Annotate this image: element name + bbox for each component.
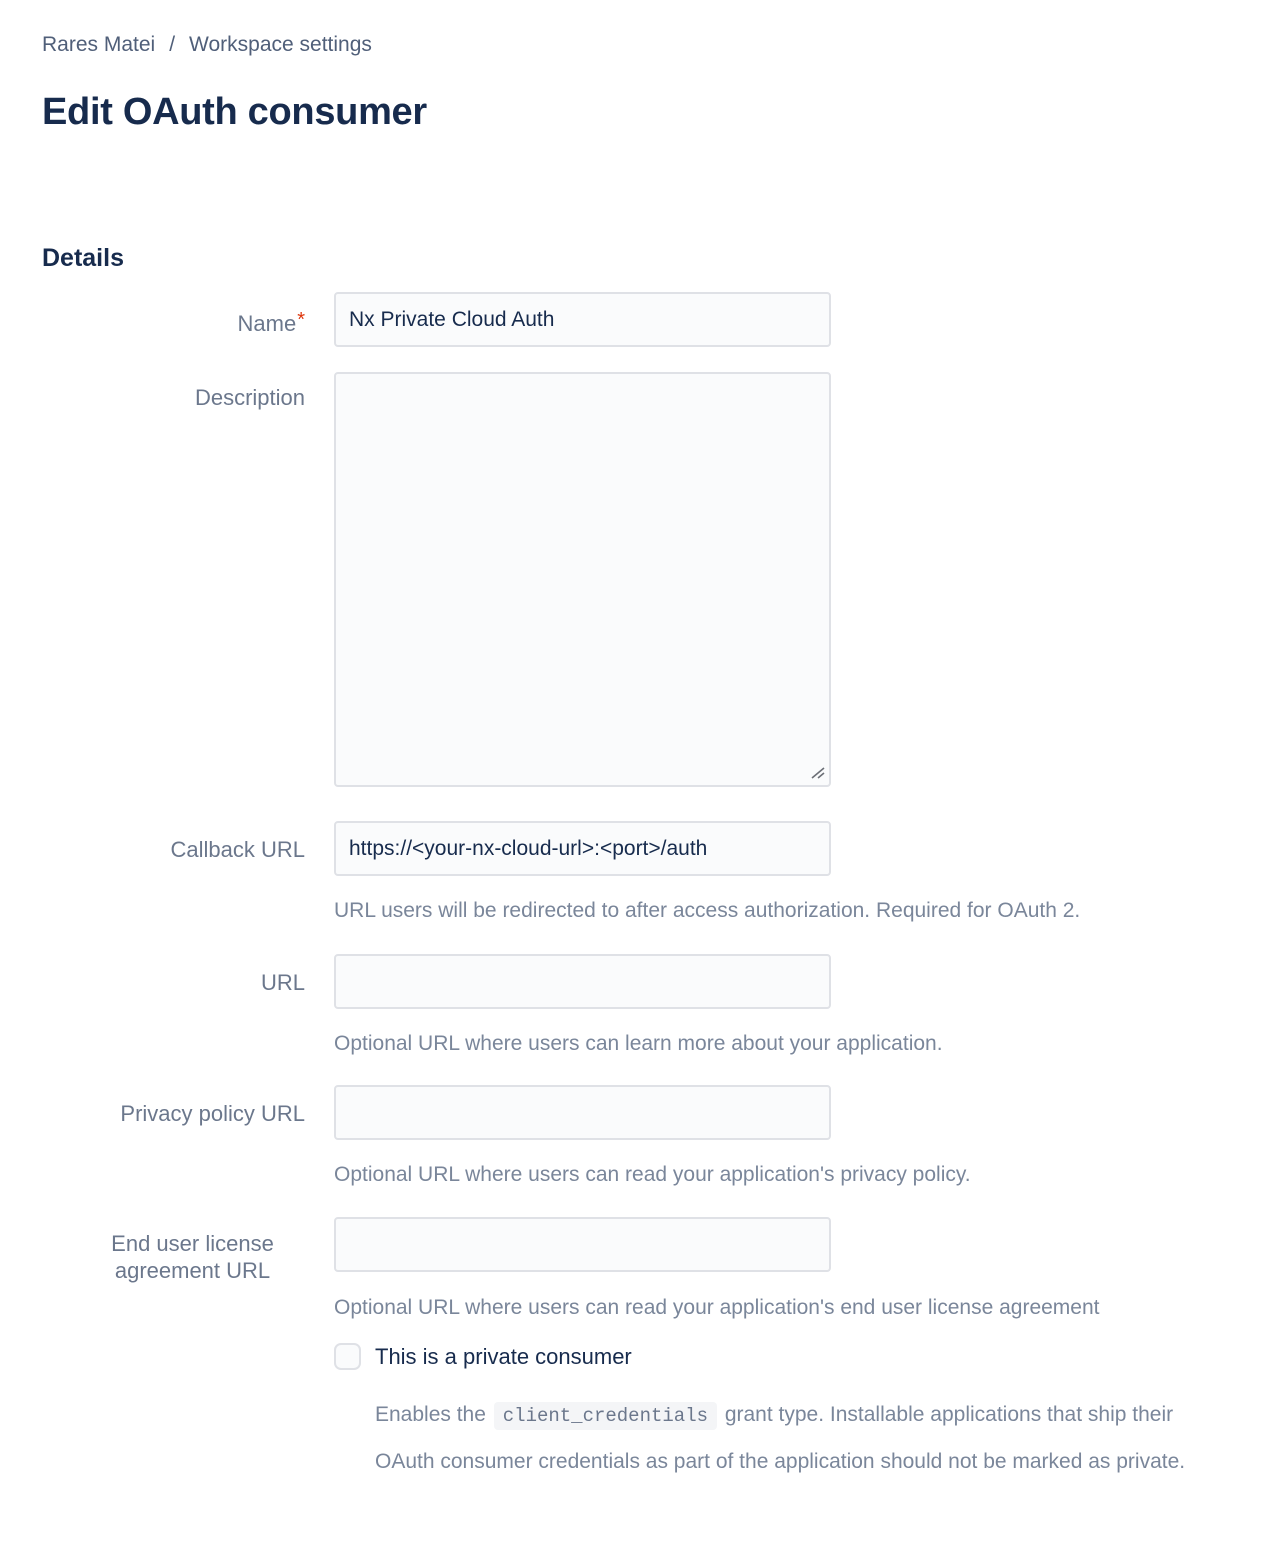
textarea-resize-grip-icon[interactable] <box>809 765 826 780</box>
description-field-row <box>42 372 1236 787</box>
url-help-text: Optional URL where users can learn more about your application. <box>334 1032 943 1055</box>
url-input[interactable] <box>334 954 831 1009</box>
eula-url-input[interactable] <box>334 1217 831 1272</box>
description-textarea[interactable] <box>334 372 831 787</box>
breadcrumb-workspace-settings-link[interactable]: Workspace settings <box>189 33 372 56</box>
privacy-policy-url-help-text: Optional URL where users can read your application's privacy policy. <box>334 1163 971 1186</box>
private-consumer-note-row <box>42 1392 1236 1484</box>
eula-url-label-col <box>42 1217 305 1284</box>
name-label-col <box>42 292 305 337</box>
breadcrumb-separator: / <box>169 33 176 56</box>
eula-url-field-row <box>42 1217 1236 1320</box>
callback-url-input[interactable] <box>334 821 831 876</box>
url-label-col <box>42 954 305 996</box>
privacy-policy-url-input[interactable] <box>334 1085 831 1140</box>
name-label: Name* <box>237 309 305 336</box>
privacy-policy-url-field-row <box>42 1085 1236 1187</box>
name-field-row <box>42 292 1236 347</box>
private-consumer-note: Enables the client_credentials grant type. Installable applications that ship their OAuth consumer credentials as part of the application should not be marked as private. <box>375 1403 1186 1473</box>
callback-url-label-col <box>42 821 305 863</box>
private-consumer-checkbox-label[interactable]: This is a private consumer <box>375 1343 632 1369</box>
description-label: Description <box>194 385 305 410</box>
url-field-row <box>42 954 1236 1056</box>
callback-url-field-row <box>42 821 1236 923</box>
name-input[interactable] <box>334 292 831 347</box>
breadcrumb-workspace-link[interactable]: Rares Matei <box>42 33 156 56</box>
client-credentials-code-chip: client_credentials <box>494 1402 717 1430</box>
required-asterisk: * <box>297 309 305 331</box>
description-label-col <box>42 372 305 411</box>
url-label: URL <box>260 970 305 995</box>
details-section-title: Details <box>42 244 124 272</box>
privacy-policy-url-label-col <box>42 1085 305 1127</box>
private-consumer-row <box>42 1343 1236 1370</box>
breadcrumb <box>42 33 1236 57</box>
callback-url-label: Callback URL <box>170 837 305 862</box>
eula-url-label: End user license agreement URL <box>111 1231 274 1283</box>
private-consumer-checkbox[interactable] <box>334 1343 361 1370</box>
page-title: Edit OAuth consumer <box>42 91 427 133</box>
eula-url-help-text: Optional URL where users can read your application's end user license agreement <box>334 1296 1100 1319</box>
privacy-policy-url-label: Privacy policy URL <box>120 1101 305 1126</box>
callback-url-help-text: URL users will be redirected to after access authorization. Required for OAuth 2. <box>334 899 1081 922</box>
